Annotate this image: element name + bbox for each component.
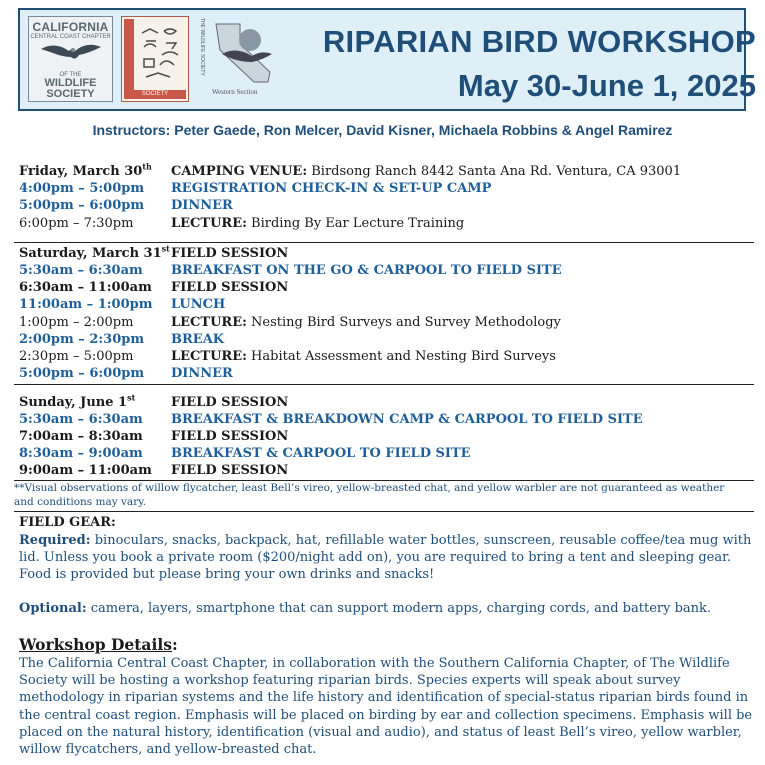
schedule-row: 5:00pm – 6:00pm DINNER: [19, 198, 233, 213]
friday-header-row: [19, 163, 759, 180]
optional-gear: Optional: camera, layers, smartphone that can support modern apps, charging cords, and battery bank.: [19, 601, 712, 616]
field-gear-heading: FIELD GEAR:: [19, 515, 116, 530]
page-title: RIPARIAN BIRD WORKSHOP: [322, 24, 756, 59]
venue: CAMPING VENUE: Birdsong Ranch 8442 Santa Ana Rd. Ventura, CA 93001: [171, 164, 682, 179]
schedule-row: 8:30am – 9:00am BREAKFAST & CARPOOL TO FIELD SITE: [19, 446, 471, 461]
instructors-line: Instructors: Peter Gaede, Ron Melcer, David Kisner, Michaela Robbins & Angel Ramirez: [92, 122, 673, 138]
day-label: Saturday, March 31st: [19, 243, 170, 261]
required-gear: Required: binoculars, snacks, backpack, hat, refillable water bottles, sunscreen, reusable coffee/tea mug with lid. Unless you book a private room ($200/night add on), you are required to bring a tent and sleeping gear. Food is provided but please bring your own drinks and snacks!: [19, 533, 752, 583]
schedule-row: 4:00pm – 5:00pm REGISTRATION CHECK-IN & SET-UP CAMP: [19, 181, 492, 196]
schedule-row: 2:30pm – 5:00pm LECTURE: Habitat Assessment and Nesting Bird Surveys: [19, 349, 556, 364]
sunday-header-row: Sunday, June 1st FIELD SESSION: [19, 392, 289, 410]
schedule-row: 7:00am – 8:30am FIELD SESSION: [19, 429, 289, 444]
schedule-row: 2:00pm – 2:30pm BREAK: [19, 332, 225, 347]
western-section-logo: THE WILDLIFE SOCIETY Western Section: [196, 16, 292, 102]
schedule-row: 6:00pm – 7:30pm LECTURE: Birding By Ear Lecture Training: [19, 216, 465, 231]
divider: [14, 511, 754, 512]
socal-chapter-logo: SOCIETY: [121, 16, 189, 102]
footnote: **Visual observations of willow flycatcher, least Bell’s vireo, yellow-breasted chat, and yellow warbler are not guaranteed as weather and conditions may vary.: [14, 482, 725, 508]
schedule-row: 5:30am – 6:30am BREAKFAST & BREAKDOWN CAMP & CARPOOL TO FIELD SITE: [19, 412, 643, 427]
condor-icon: [39, 39, 103, 75]
event-dates: May 30-June 1, 2025: [457, 68, 756, 103]
petroglyph-animals-icon: [138, 25, 186, 87]
workshop-details-text: The California Central Coast Chapter, in collaboration with the Southern California Chapter, of The Wildlife Society will be hosting a workshop featuring riparian birds. Species experts will speak about survey methodology in riparian systems and the life history and identification of special-status riparian birds found in the central coast region. Emphasis will be placed on birding by ear and collection specimens. Emphasis will be placed on the natural history, identification (visual and audio), and status of least Bell’s vireo, yellow warbler, willow flycatchers, and yellow-breasted chat.: [19, 656, 753, 758]
schedule-row: 5:30am – 6:30am BREAKFAST ON THE GO & CARPOOL TO FIELD SITE: [19, 263, 562, 278]
header-banner: [18, 8, 756, 111]
california-map-icon: [210, 20, 290, 86]
logo-stripe: [124, 19, 134, 99]
day-label: Friday, March 30th: [19, 161, 152, 179]
schedule-row: 5:00pm – 6:00pm DINNER: [19, 366, 233, 381]
schedule-row: 6:30am – 11:00am FIELD SESSION: [19, 280, 289, 295]
day-label: Sunday, June 1st: [19, 392, 136, 410]
divider: [14, 242, 754, 243]
divider: [14, 384, 754, 385]
saturday-header-row: Saturday, March 31st FIELD SESSION: [19, 243, 289, 261]
workshop-details-heading: Workshop Details:: [19, 635, 178, 654]
schedule-row: 11:00am – 1:00pm LUNCH: [19, 297, 226, 312]
ccc-wildlife-society-logo: CALIFORNIA CENTRAL COAST CHAPTER OF THE WILDLIFE SOCIETY: [28, 16, 113, 102]
schedule-row: 9:00am – 11:00am FIELD SESSION: [19, 463, 289, 478]
schedule-row: 1:00pm – 2:00pm LECTURE: Nesting Bird Surveys and Survey Methodology: [19, 315, 561, 330]
